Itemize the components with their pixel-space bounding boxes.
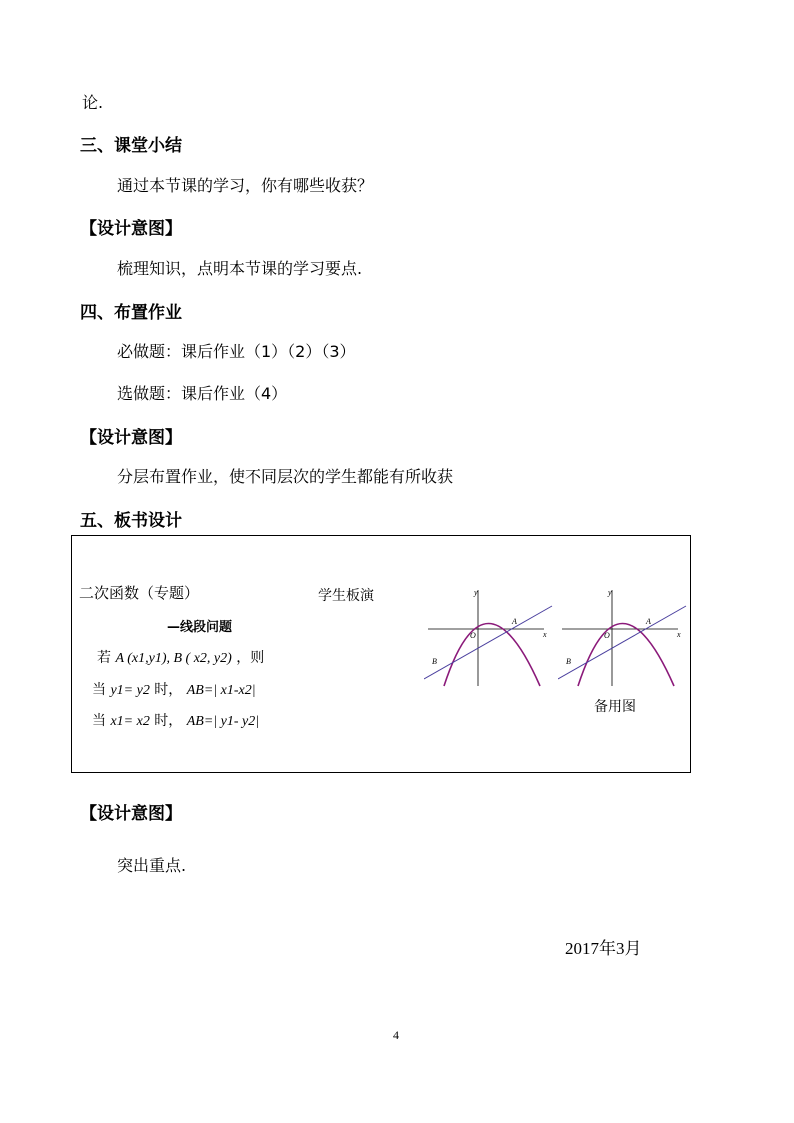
- summary-paragraph: 通过本节课的学习，你有哪些收获？: [117, 176, 374, 195]
- board-line-1-math: A (x1,y1), B ( x2, y2): [115, 651, 232, 666]
- origin-label: O: [604, 631, 610, 640]
- point-a-label: A: [512, 617, 517, 626]
- parabola-curve: [578, 624, 674, 687]
- section-heading-summary: 三、课堂小结: [80, 136, 182, 156]
- board-line-1-prefix: 若: [97, 650, 111, 666]
- spare-graph-label: 备用图: [594, 699, 636, 715]
- secant-line: [558, 606, 686, 679]
- parabola-graph-1: [424, 586, 556, 688]
- board-line-3: [92, 710, 259, 730]
- y-axis-label: y: [608, 588, 612, 597]
- point-a-label: A: [646, 617, 651, 626]
- point-b-label: B: [432, 657, 437, 666]
- student-demo-label: 学生板演: [318, 588, 374, 604]
- board-line-2-condition: y1= y2: [110, 683, 150, 698]
- continued-text: 论.: [82, 93, 104, 112]
- design-intent-heading-1: 【设计意图】: [80, 219, 182, 239]
- x-axis-label: x: [543, 630, 547, 639]
- board-line-2-result: AB=| x1-x2|: [186, 683, 256, 698]
- board-line-2-prefix: 当: [92, 682, 106, 698]
- board-line-1: [97, 647, 264, 667]
- board-title: 二次函数（专题）: [79, 584, 200, 602]
- design-intent-paragraph-1: 梳理知识，点明本节课的学习要点.: [117, 259, 363, 278]
- board-subtitle: —线段问题: [167, 620, 233, 635]
- board-line-2: [92, 679, 256, 699]
- board-line-2-mid: 时，: [154, 682, 183, 698]
- parabola-curve: [444, 624, 540, 687]
- board-line-1-suffix: ，则: [236, 650, 265, 666]
- board-line-3-result: AB=| y1- y2|: [186, 714, 260, 729]
- x-axis-label: x: [677, 630, 681, 639]
- board-design-box: [71, 535, 691, 773]
- section-heading-homework: 四、布置作业: [80, 303, 182, 323]
- parabola-graph-2: [558, 586, 690, 688]
- origin-label: O: [470, 631, 476, 640]
- design-intent-heading-2: 【设计意图】: [80, 428, 182, 448]
- design-intent-heading-3: 【设计意图】: [80, 804, 182, 824]
- section-heading-board: 五、板书设计: [80, 511, 182, 531]
- design-intent-paragraph-3: 突出重点.: [117, 856, 187, 875]
- board-line-3-condition: x1= x2: [110, 714, 150, 729]
- board-line-3-mid: 时，: [154, 713, 183, 729]
- secant-line: [424, 606, 552, 679]
- y-axis-label: y: [474, 588, 478, 597]
- design-intent-paragraph-2: 分层布置作业，使不同层次的学生都能有所收获: [117, 467, 454, 486]
- required-homework: 必做题：课后作业（1）（2）（3）: [117, 342, 356, 361]
- board-line-3-prefix: 当: [92, 713, 106, 729]
- date: 2017年3月: [565, 939, 642, 958]
- page-number: 4: [393, 1028, 399, 1042]
- point-b-label: B: [566, 657, 571, 666]
- optional-homework: 选做题：课后作业（4）: [117, 384, 288, 403]
